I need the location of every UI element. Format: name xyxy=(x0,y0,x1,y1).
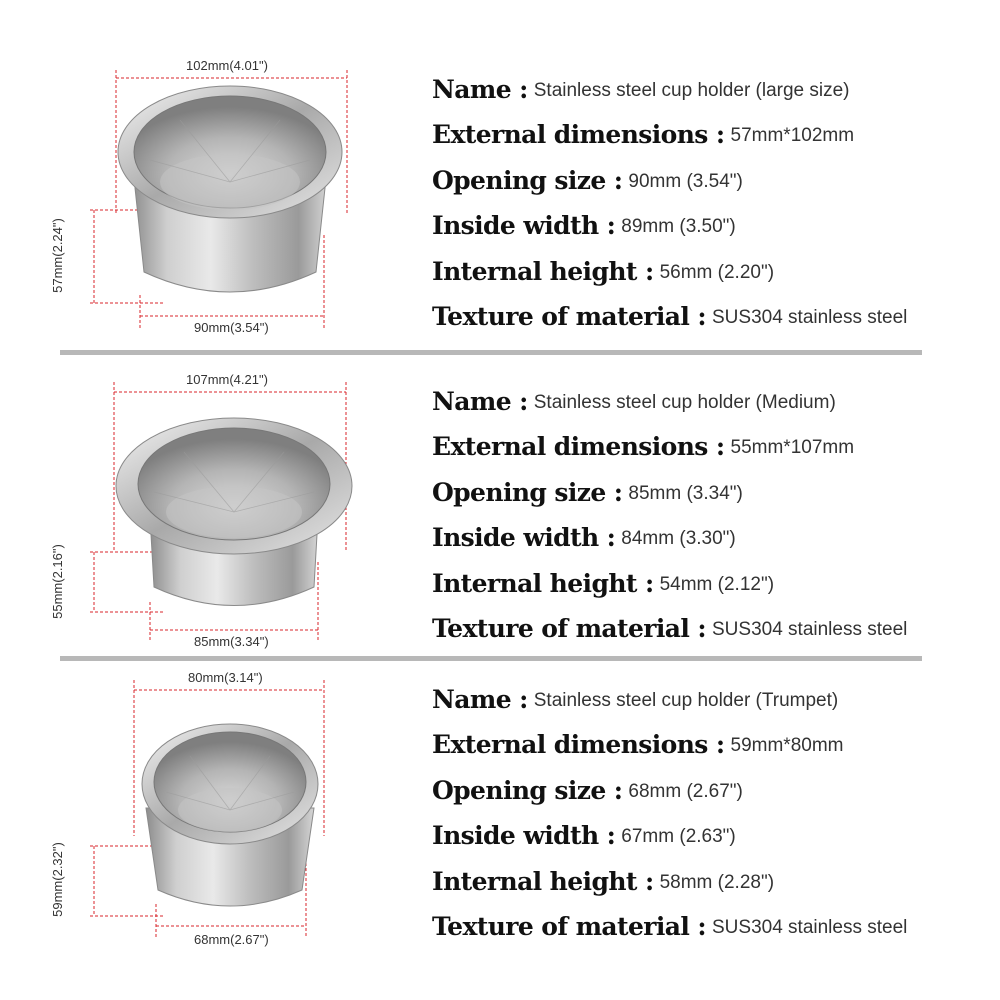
spec-row-name xyxy=(432,58,907,104)
spec-value: 54mm (2.12") xyxy=(659,573,775,595)
width-dimension-label: 107mm(4.21") xyxy=(186,372,268,387)
spec-row-name xyxy=(432,668,907,714)
spec-label: Opening size : xyxy=(432,165,623,195)
spec-row-internal-height xyxy=(432,240,907,286)
cup-holder-drawing xyxy=(40,50,360,350)
cup-holder-image xyxy=(40,50,360,350)
spec-label: Inside width : xyxy=(432,523,616,552)
product-section-trumpet xyxy=(0,668,1000,988)
spec-row-opening-size xyxy=(432,149,907,195)
spec-label: External dimensions : xyxy=(432,432,725,461)
spec-label: Inside width : xyxy=(432,821,616,850)
spec-value: 89mm (3.50") xyxy=(621,216,736,237)
spec-label: Texture of material : xyxy=(432,912,706,941)
spec-value: 67mm (2.63") xyxy=(621,826,736,847)
spec-row-material xyxy=(432,286,907,332)
spec-label: Opening size : xyxy=(432,477,623,507)
spec-label: Internal height : xyxy=(432,866,654,896)
cup-holder-image xyxy=(40,362,360,658)
spec-value: SUS304 stainless steel xyxy=(712,619,908,640)
spec-label: Texture of material : xyxy=(432,614,706,643)
spec-value: 57mm*102mm xyxy=(730,125,855,146)
spec-label: Opening size : xyxy=(432,775,623,805)
spec-value: Stainless steel cup holder (Trumpet) xyxy=(533,689,839,711)
height-dimension-label: 57mm(2.24") xyxy=(49,218,65,293)
spec-row-material xyxy=(432,896,907,942)
spec-label: Name : xyxy=(432,386,528,416)
width-dimension-label: 80mm(3.14") xyxy=(188,670,263,685)
section-divider xyxy=(60,656,922,661)
spec-row-external-dimensions xyxy=(432,714,907,760)
spec-list xyxy=(432,370,907,643)
cup-holder-drawing xyxy=(40,668,360,968)
spec-row-external-dimensions xyxy=(432,104,907,150)
spec-label: Name : xyxy=(432,74,528,104)
spec-value: 85mm (3.34") xyxy=(628,482,743,504)
spec-row-opening-size xyxy=(432,461,907,507)
bottom-dimension-label: 90mm(3.54") xyxy=(194,320,269,335)
height-dimension-label: 55mm(2.16") xyxy=(49,544,65,619)
spec-value: 59mm*80mm xyxy=(730,735,844,756)
width-dimension-label: 102mm(4.01") xyxy=(186,58,268,73)
spec-list xyxy=(432,58,907,331)
spec-value: 58mm (2.28") xyxy=(659,871,775,893)
bottom-dimension-label: 68mm(2.67") xyxy=(194,932,269,947)
spec-value: SUS304 stainless steel xyxy=(712,307,908,328)
section-divider xyxy=(60,350,922,355)
spec-value: Stainless steel cup holder (Medium) xyxy=(533,391,836,413)
spec-row-material xyxy=(432,598,907,644)
spec-label: Internal height : xyxy=(432,256,654,286)
spec-label: Internal height : xyxy=(432,568,654,598)
spec-value: 56mm (2.20") xyxy=(659,261,775,283)
spec-label: Inside width : xyxy=(432,211,616,240)
height-dimension-label: 59mm(2.32") xyxy=(49,842,65,917)
spec-row-external-dimensions xyxy=(432,416,907,462)
spec-label: Name : xyxy=(432,684,528,714)
spec-label: External dimensions : xyxy=(432,730,725,759)
spec-value: SUS304 stainless steel xyxy=(712,917,908,938)
spec-value: 68mm (2.67") xyxy=(628,780,743,802)
spec-row-name xyxy=(432,370,907,416)
product-section-medium xyxy=(0,362,1000,658)
spec-row-inside-width xyxy=(432,507,907,553)
spec-value: 90mm (3.54") xyxy=(628,170,743,192)
spec-row-opening-size xyxy=(432,759,907,805)
cup-holder-drawing xyxy=(40,362,360,662)
spec-value: 84mm (3.30") xyxy=(621,528,736,549)
spec-value: 55mm*107mm xyxy=(730,437,855,458)
product-section-large xyxy=(0,50,1000,350)
spec-label: Texture of material : xyxy=(432,302,706,331)
spec-row-inside-width xyxy=(432,195,907,241)
bottom-dimension-label: 85mm(3.34") xyxy=(194,634,269,649)
spec-value: Stainless steel cup holder (large size) xyxy=(533,79,850,101)
spec-label: External dimensions : xyxy=(432,120,725,149)
spec-list xyxy=(432,668,907,941)
spec-row-inside-width xyxy=(432,805,907,851)
spec-row-internal-height xyxy=(432,552,907,598)
spec-row-internal-height xyxy=(432,850,907,896)
